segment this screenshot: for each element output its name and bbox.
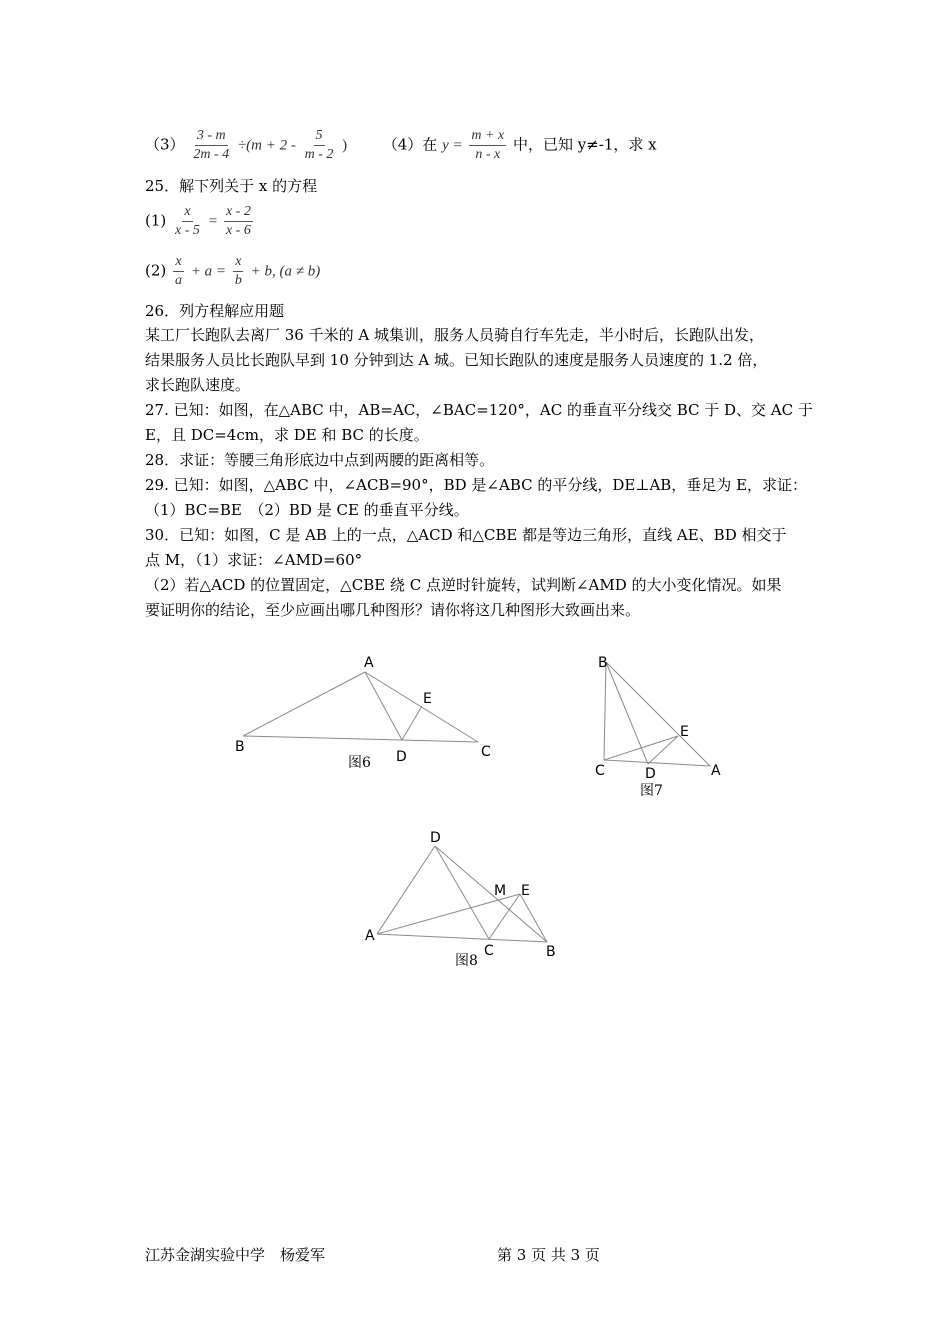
fig8-segment-dc	[435, 846, 489, 939]
fig8-segment-ce	[489, 894, 520, 939]
figure-7	[604, 662, 710, 766]
fig7-label-e: E	[680, 724, 689, 740]
fig6-label-d: D	[396, 749, 407, 765]
fig8-segment-ae	[377, 894, 520, 934]
problem-26-title: 26．列方程解应用题	[145, 302, 285, 320]
problem-29-line-1: 29. 已知：如图，△ABC 中，∠ACB=90°，BD 是∠ABC 的平分线，DE⊥AB，垂足为 E，求证：	[145, 476, 808, 494]
fig7-segment-bc	[604, 662, 606, 760]
fig8-segment-eb	[520, 894, 547, 942]
p3-frac2-denominator: m - 2	[304, 147, 334, 162]
e2-left-denominator: a	[175, 273, 183, 288]
problem-30-line-1: 30．已知：如图，C 是 AB 上的一点，△ACD 和△CBE 都是等边三角形，直线 AE、BD 相交于	[145, 526, 787, 544]
fig7-caption: 图7	[640, 783, 663, 799]
e1-right-denominator: x - 6	[225, 223, 251, 238]
problem-27-line-1: 27. 已知：如图，在△ABC 中，AB=AC，∠BAC=120°，AC 的垂直平分线交 BC 于 D、交 AC 于	[145, 401, 813, 419]
p3-frac1-numerator: 3 - m	[195, 128, 228, 146]
fig6-segment-ad	[365, 672, 402, 740]
fig7-label-c: C	[595, 763, 605, 779]
problem-30-line-2: 点 M，（1）求证：∠AMD=60°	[145, 551, 363, 569]
fig8-label-a: A	[365, 928, 375, 944]
fig7-label-b: B	[598, 655, 608, 671]
fig7-segment-ca	[604, 760, 710, 766]
fig8-caption: 图8	[455, 953, 478, 969]
fig8-label-b: B	[546, 944, 556, 960]
fig6-label-a: A	[364, 655, 374, 671]
e1-left-denominator: x - 5	[175, 223, 200, 238]
footer-page-number: 第 3 页 共 3 页	[497, 1246, 600, 1264]
problem-28-line: 28．求证：等腰三角形底边中点到两腰的距离相等。	[145, 451, 495, 469]
problem-26-line-1: 某工厂长跑队去离厂 36 千米的 A 城集训，服务人员骑自行车先走，半小时后，长跑队出发，	[145, 326, 764, 344]
problem-29-line-2: （1）BC=BE （2）BD 是 CE 的垂直平分线。	[145, 501, 469, 519]
e1-label: (1)	[145, 211, 167, 230]
p4-y: y =	[442, 137, 463, 154]
fig6-segment-bc	[243, 736, 478, 742]
e2-right-denominator: b	[234, 273, 242, 288]
p3-frac1-denominator: 2m - 4	[193, 147, 230, 162]
e1-equals: =	[208, 213, 218, 230]
problem-30-line-4: 要证明你的结论，至少应画出哪几种图形？请你将这几种图形大致画出来。	[145, 601, 641, 619]
fig8-label-c: C	[484, 943, 494, 959]
p4-tail: 中，已知 y≠-1，求 x	[512, 135, 657, 154]
p4-frac-denominator: n - x	[475, 147, 501, 162]
fig8-segment-ab	[377, 934, 547, 942]
e2-label: (2)	[145, 261, 167, 280]
problem-27-line-2: E，且 DC=4cm，求 DE 和 BC 的长度。	[145, 426, 429, 444]
fig8-segment-db	[435, 846, 547, 942]
fig6-segment-ab	[243, 672, 365, 736]
e2-left-numerator: x	[173, 254, 183, 272]
p3-frac2-numerator: 5	[314, 128, 325, 146]
e1-left-numerator: x	[182, 204, 192, 222]
fig8-segment-ad	[377, 846, 435, 934]
p3-close: )	[342, 137, 348, 154]
footer-school: 江苏金湖实验中学 杨爱军	[145, 1246, 326, 1264]
fig8-label-m: M	[494, 883, 507, 899]
fig7-segment-ba	[606, 662, 710, 766]
fig7-label-a: A	[711, 763, 721, 779]
e2-right-numerator: x	[233, 254, 243, 272]
problem-26-line-2: 结果服务人员比长跑队早到 10 分钟到达 A 城。已知长跑队的速度是服务人员速度的 1.2 倍，	[145, 351, 768, 369]
fig7-segment-de	[648, 736, 678, 764]
fig8-label-d: D	[430, 830, 441, 846]
fig7-segment-bd	[606, 662, 648, 764]
fig6-caption: 图6	[348, 755, 371, 771]
p3-label: （3）	[145, 135, 185, 154]
e2-tail: + b, (a ≠ b)	[250, 263, 321, 280]
problem-25-title: 25．解下列关于 x 的方程	[145, 177, 318, 195]
fig8-label-e: E	[521, 883, 530, 899]
fig7-segment-ce	[604, 736, 678, 760]
problem-30-line-3: （2）若△ACD 的位置固定，△CBE 绕 C 点逆时针旋转，试判断∠AMD 的大小变化情况。如果	[145, 576, 782, 594]
fig7-label-d: D	[645, 766, 656, 782]
e1-right-numerator: x - 2	[224, 204, 253, 222]
p3-operator: ÷(m + 2 -	[237, 137, 296, 154]
figure-6	[243, 672, 478, 742]
fig6-label-c: C	[481, 744, 491, 760]
fig6-segment-de	[402, 706, 422, 740]
p4-frac-numerator: m + x	[469, 128, 506, 146]
e2-middle: + a =	[190, 263, 227, 280]
fig6-label-e: E	[423, 691, 432, 707]
p4-label: （4）在	[382, 135, 438, 154]
fig6-label-b: B	[235, 739, 245, 755]
problem-26-line-3: 求长跑队速度。	[145, 376, 251, 394]
